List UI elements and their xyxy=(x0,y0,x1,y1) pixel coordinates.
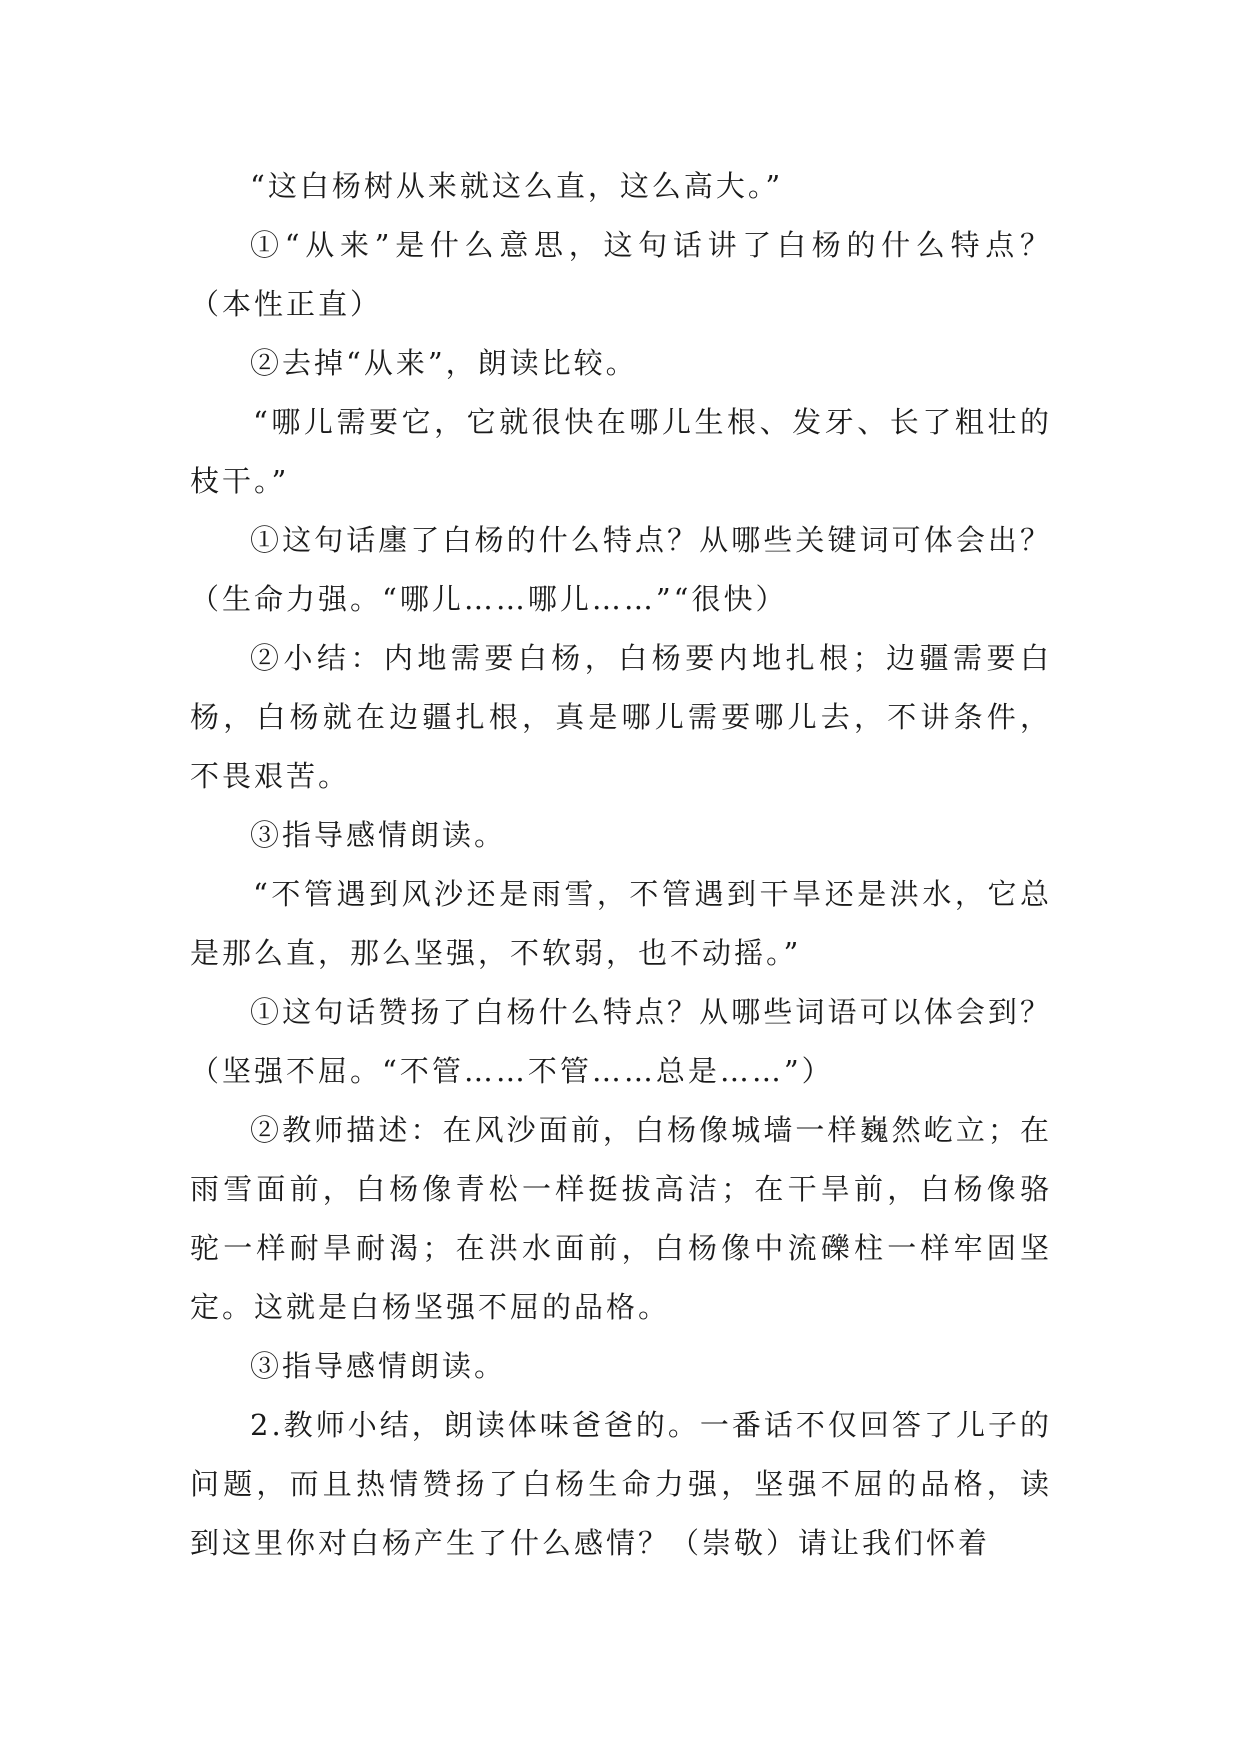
paragraph-quote-1: “这白杨树从来就这么直，这么高大。” xyxy=(250,169,784,203)
paragraph-question-2: ①这句话廛了白杨的什么特点？从哪些关键词可体会出？（生命力强。“哪儿……哪儿……”“很快） xyxy=(190,523,1052,616)
paragraph-quote-3: “不管遇到风沙还是雨雪，不管遇到干旱还是洪水，它总是那么直，那么坚强，不软弱，也不动摇。” xyxy=(190,877,1052,970)
paragraph-reading-guide-1: ③指导感情朗读。 xyxy=(250,818,507,852)
paragraph-quote-2: “哪儿需要它，它就很快在哪儿生根、发牙、长了粗壮的枝干。” xyxy=(190,405,1052,498)
paragraph-question-3: ①这句话赞扬了白杨什么特点？从哪些词语可以体会到？（坚强不屈。“不管……不管……总是……”） xyxy=(190,995,1052,1088)
document-body xyxy=(190,157,1052,1573)
paragraph-summary-1: ②小结：内地需要白杨，白杨要内地扎根；边疆需要白杨，白杨就在边疆扎根，真是哪儿需要哪儿去，不讲条件，不畏艰苦。 xyxy=(190,641,1052,793)
paragraph-teacher-description: ②教师描述：在风沙面前，白杨像城墙一样巍然屹立；在雨雪面前，白杨像青松一样挺拔高洁；在干旱前，白杨像骆驼一样耐旱耐渴；在洪水面前，白杨像中流礫柱一样牢固坚定。这就是白杨坚强不屈的品格。 xyxy=(190,1113,1052,1324)
paragraph-step-2: ②去掉“从来”，朗读比较。 xyxy=(250,346,638,380)
paragraph-question-1: ①“从来”是什么意思，这句话讲了白杨的什么特点？（本性正直） xyxy=(190,228,1052,321)
paragraph-teacher-summary: 2.教师小结，朗读体味爸爸的。一番话不仅回答了儿子的问题，而且热情赞扬了白杨生命力强，坚强不屈的品格，读到这里你对白杨产生了什么感情？（崇敬）请让我们怀着 xyxy=(190,1408,1052,1560)
paragraph-reading-guide-2: ③指导感情朗读。 xyxy=(250,1349,507,1383)
